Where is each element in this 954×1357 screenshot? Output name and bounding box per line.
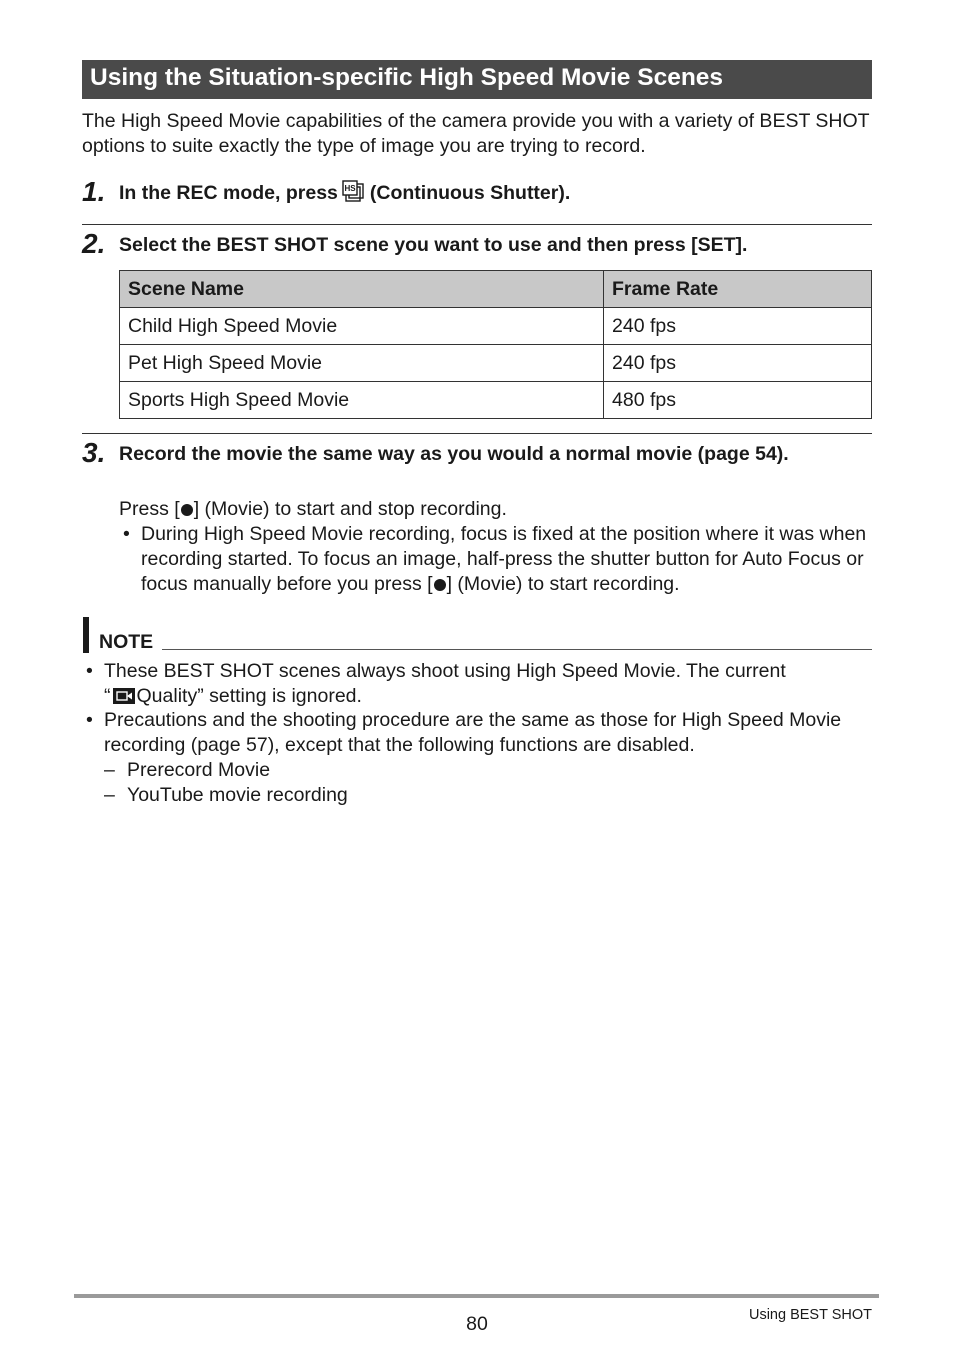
note-bar (83, 617, 89, 653)
note-item-1-line-1: These BEST SHOT scenes always shoot using High Speed Movie. The current (104, 660, 786, 682)
note-label: NOTE (99, 631, 154, 653)
svg-text:HS: HS (344, 184, 356, 193)
step-3-bullet-after: ] (Movie) to start recording. (446, 573, 680, 595)
step-3-bullet-before: During High Speed Movie recording, focus is fixed at the position where it was when recording started. To focus an image, half-press the shutter button for Auto Focus or focus manually before you press [ (141, 523, 867, 595)
table-row (120, 308, 872, 345)
step-divider (82, 224, 872, 225)
step-divider (82, 433, 872, 434)
page-number: 80 (466, 1313, 488, 1335)
table-cell: Child High Speed Movie (120, 308, 604, 345)
step-1-text-before: In the REC mode, press (119, 182, 338, 204)
step-3-subtext-after: ] (Movie) to start and stop recording. (193, 498, 507, 520)
bullet-marker: • (86, 660, 93, 682)
step-1-text-after: (Continuous Shutter). (369, 182, 571, 204)
table-cell: Sports High Speed Movie (120, 382, 604, 419)
movie-button-icon (181, 504, 193, 516)
movie-button-icon (434, 579, 446, 591)
footer-rule (74, 1294, 879, 1298)
table-header-cell: Frame Rate (604, 271, 872, 308)
table-header-row (120, 271, 872, 308)
note-item-1-line-2 (104, 684, 362, 709)
bullet-marker: • (123, 523, 130, 545)
step-2-number: 2. (82, 228, 106, 259)
continuous-shutter-icon (342, 180, 366, 209)
step-3-subtext-before: Press [ (119, 498, 180, 520)
note-sub-item: Prerecord Movie (127, 759, 271, 781)
note-item-1-rest: Quality” setting is ignored. (136, 685, 362, 707)
note-item-1-quote: “ (104, 685, 111, 707)
step-1-text (119, 180, 570, 209)
note-sub-item: YouTube movie recording (127, 784, 348, 806)
table-row (120, 382, 872, 419)
step-3-subtext (119, 497, 507, 522)
bullet-marker: • (86, 709, 93, 731)
note-divider (162, 649, 872, 650)
intro-paragraph: The High Speed Movie capabilities of the camera provide you with a variety of BEST SHOT options to suite exactly the type of image you are trying to record. (82, 110, 870, 157)
step-3-number: 3. (82, 437, 106, 468)
section-title: Using the Situation-specific High Speed Movie Scenes (90, 64, 724, 91)
table-cell: 480 fps (604, 382, 872, 419)
scene-table (119, 270, 872, 419)
step-3-text: Record the movie the same way as you would a normal movie (page 54). (119, 443, 789, 465)
note-item-2: Precautions and the shooting procedure are the same as those for High Speed Movie recording (page 57), except that the following functions are disabled. (104, 709, 842, 756)
table-cell: 240 fps (604, 308, 872, 345)
step-2-text: Select the BEST SHOT scene you want to use and then press [SET]. (119, 234, 748, 256)
footer-section-title: Using BEST SHOT (748, 1307, 872, 1323)
table-row (120, 345, 872, 382)
dash-marker: – (104, 784, 115, 806)
table-header-cell: Scene Name (120, 271, 604, 308)
movie-quality-icon (113, 688, 135, 704)
dash-marker: – (104, 759, 115, 781)
table-cell: 240 fps (604, 345, 872, 382)
step-1-number: 1. (82, 176, 106, 207)
step-3-bullet (141, 522, 876, 597)
table-cell: Pet High Speed Movie (120, 345, 604, 382)
